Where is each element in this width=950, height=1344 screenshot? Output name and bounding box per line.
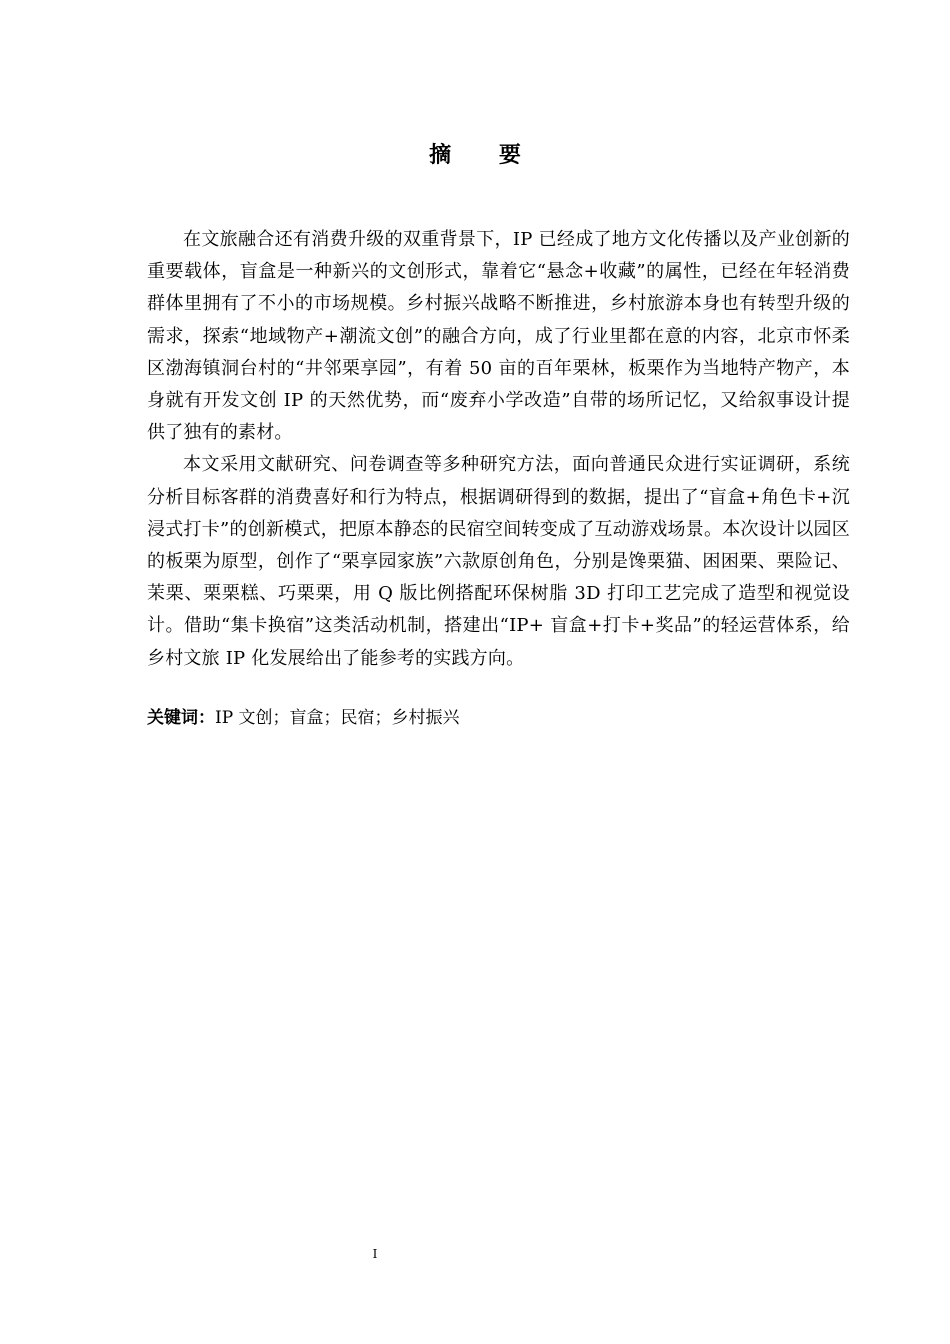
abstract-title: 摘 要 bbox=[429, 143, 541, 168]
abstract-body bbox=[147, 224, 850, 675]
keywords-value: IP 文创；盲盒；民宿；乡村振兴 bbox=[215, 708, 460, 728]
keywords-line bbox=[147, 704, 850, 732]
abstract-paragraph-1: 在文旅融合还有消费升级的双重背景下，IP 已经成了地方文化传播以及产业创新的重要载体，盲盒是一种新兴的文创形式，靠着它“悬念+收藏”的属性，已经在年轻消费群体里拥有了不小的市场规模。乡村振兴战略不断推进，乡村旅游本身也有转型升级的需求，探索“地域物产+潮流文创”的融合方向，成了行业里都在意的内容，北京市怀柔区渤海镇洞台村的“井邻栗享园”，有着 50 亩的百年栗林，板栗作为当地特产物产，本身就有开发文创 IP 的天然优势，而“废弃小学改造”自带的场所记忆，又给叙事设计提供了独有的素材。 bbox=[147, 229, 850, 444]
keywords-label: 关键词： bbox=[147, 708, 215, 728]
abstract-paragraph-2: 本文采用文献研究、问卷调查等多种研究方法，面向普通民众进行实证调研，系统分析目标客群的消费喜好和行为特点，根据调研得到的数据，提出了“盲盒+角色卡+沉浸式打卡”的创新模式，把原本静态的民宿空间转变成了互动游戏场景。本次设计以园区的板栗为原型，创作了“栗享园家族”六款原创角色，分别是馋栗猫、困困栗、栗险记、茉栗、栗栗糕、巧栗栗，用 Q 版比例搭配环保树脂 3D 打印工艺完成了造型和视觉设计。借助“集卡换宿”这类活动机制，搭建出“IP+ 盲盒+打卡+奖品”的轻运营体系，给乡村文旅 IP 化发展给出了能参考的实践方向。 bbox=[147, 454, 850, 669]
page-number: I bbox=[372, 1247, 378, 1261]
